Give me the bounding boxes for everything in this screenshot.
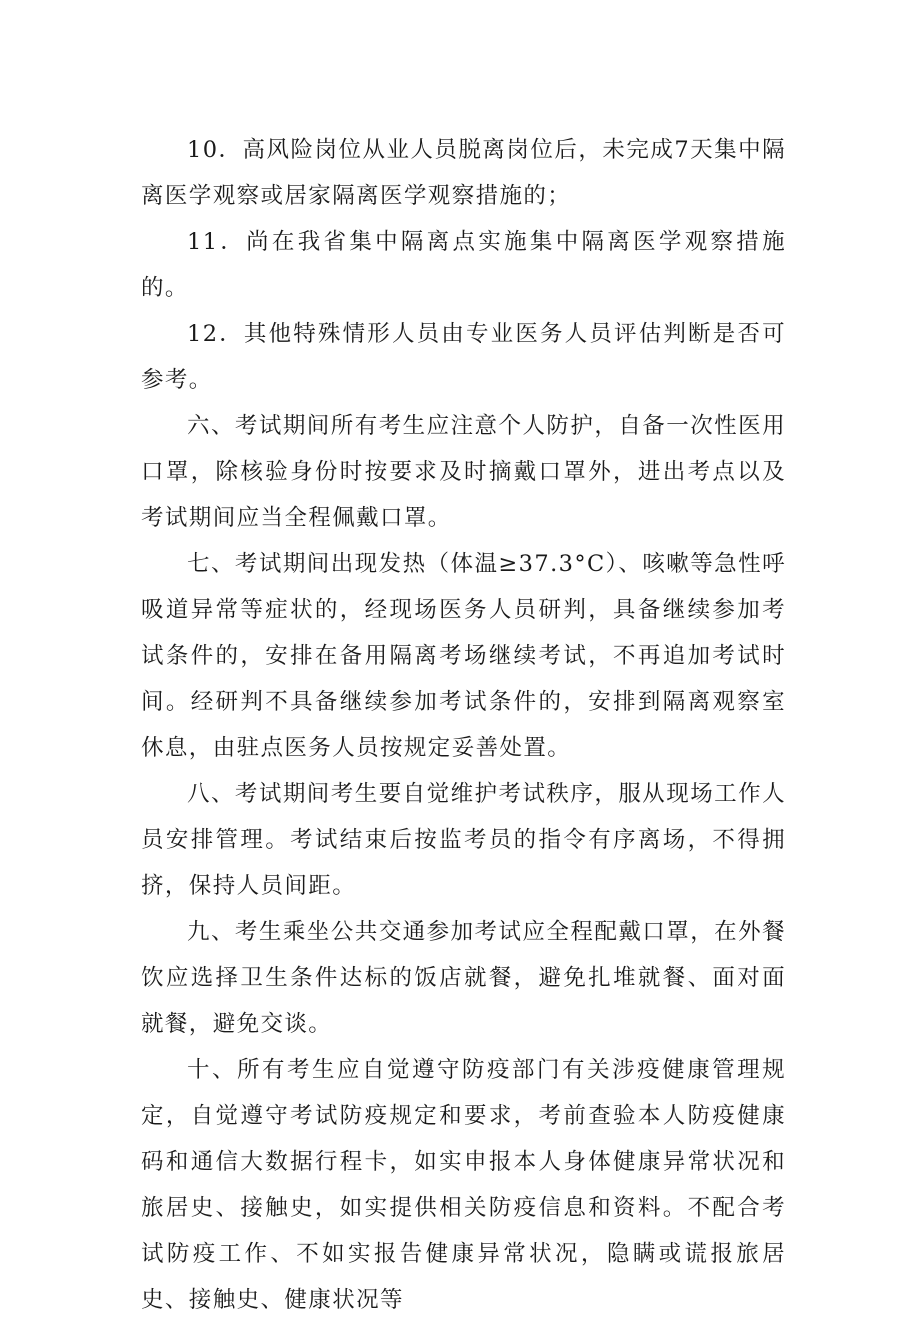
paragraph-section-9: 九、考生乘坐公共交通参加考试应全程配戴口罩，在外餐饮应选择卫生条件达标的饭店就餐，避免扎堆就餐、面对面就餐，避免交谈。	[141, 919, 786, 1037]
paragraph-section-7: 七、考试期间出现发热（体温≥37.3°C）、咳嗽等急性呼吸道异常等症状的，经现场医务人员研判，具备继续参加考试条件的，安排在备用隔离考场继续考试，不再追加考试时间。经研判不具备继续参加考试条件的，安排到隔离观察室休息，由驻点医务人员按规定妥善处置。	[141, 551, 786, 761]
paragraph-item-12: 12．其他特殊情形人员由专业医务人员评估判断是否可参考。	[141, 321, 786, 393]
paragraph-item-11: 11．尚在我省集中隔离点实施集中隔离医学观察措施的。	[141, 229, 786, 301]
paragraph-section-6: 六、考试期间所有考生应注意个人防护，自备一次性医用口罩，除核验身份时按要求及时摘戴口罩外，进出考点以及考试期间应当全程佩戴口罩。	[141, 413, 786, 531]
document-body	[141, 127, 786, 1323]
paragraph-item-10: 10．高风险岗位从业人员脱离岗位后，未完成7天集中隔离医学观察或居家隔离医学观察措施的；	[141, 137, 786, 209]
paragraph-section-8: 八、考试期间考生要自觉维护考试秩序，服从现场工作人员安排管理。考试结束后按监考员的指令有序离场，不得拥挤，保持人员间距。	[141, 781, 786, 899]
paragraph-section-10: 十、所有考生应自觉遵守防疫部门有关涉疫健康管理规定，自觉遵守考试防疫规定和要求，考前查验本人防疫健康码和通信大数据行程卡，如实申报本人身体健康异常状况和旅居史、接触史，如实提供相关防疫信息和资料。不配合考试防疫工作、不如实报告健康异常状况，隐瞒或谎报旅居史、接触史、健康状况等	[141, 1057, 786, 1313]
